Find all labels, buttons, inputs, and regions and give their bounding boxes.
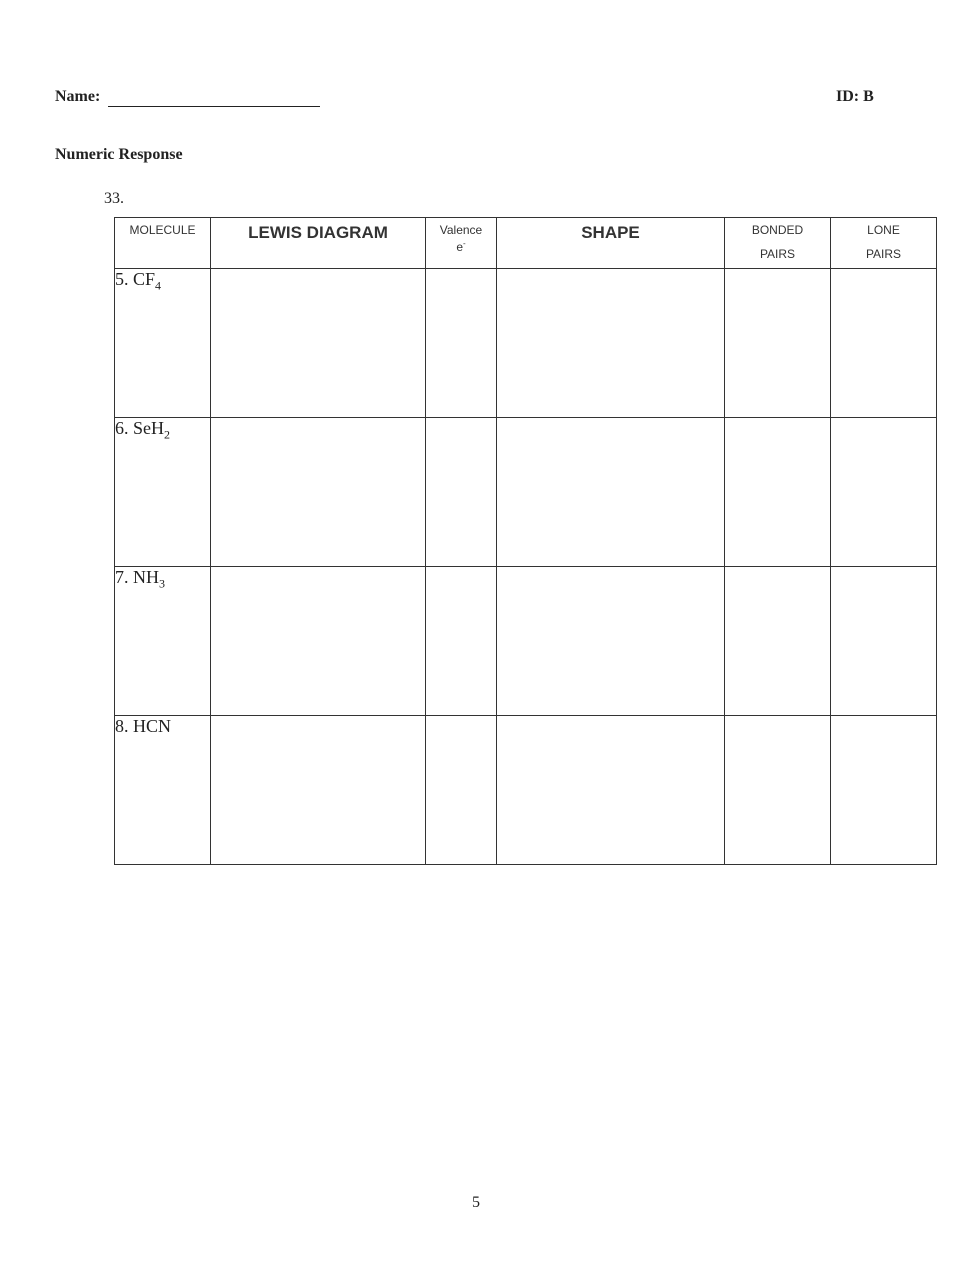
table-row <box>115 567 937 716</box>
lone-pairs-cell[interactable] <box>831 269 937 418</box>
header-valence-charge: - <box>463 239 466 248</box>
header-shape: SHAPE <box>497 218 725 269</box>
lewis-table <box>114 217 937 865</box>
shape-cell[interactable] <box>497 269 725 418</box>
header-valence <box>426 218 497 269</box>
lewis-diagram-cell[interactable] <box>211 567 426 716</box>
lone-pairs-cell[interactable] <box>831 716 937 865</box>
molecule-cell: 6. SeH$_2$ <box>115 418 211 567</box>
page-number: 5 <box>472 1194 480 1211</box>
header-molecule: MOLECULE <box>115 218 211 269</box>
valence-cell[interactable] <box>426 716 497 865</box>
bonded-pairs-cell[interactable] <box>725 269 831 418</box>
shape-cell[interactable] <box>497 567 725 716</box>
lone-pairs-cell[interactable] <box>831 418 937 567</box>
table-row <box>115 418 937 567</box>
shape-cell[interactable] <box>497 716 725 865</box>
table-row <box>115 269 937 418</box>
id-label: ID: B <box>836 88 874 105</box>
valence-cell[interactable] <box>426 269 497 418</box>
lone-pairs-cell[interactable] <box>831 567 937 716</box>
section-title: Numeric Response <box>55 146 183 163</box>
table-header-row <box>115 218 937 269</box>
header-lone-pairs: LONE PAIRS <box>831 218 937 269</box>
header-valence-label: Valence <box>439 223 483 237</box>
header-lewis-diagram: LEWIS DIAGRAM <box>211 218 426 269</box>
bonded-pairs-cell[interactable] <box>725 567 831 716</box>
shape-cell[interactable] <box>497 418 725 567</box>
lewis-diagram-cell[interactable] <box>211 716 426 865</box>
valence-cell[interactable] <box>426 567 497 716</box>
question-number: 33. <box>104 190 124 207</box>
molecule-cell: 5. $CF_4$ <box>115 269 211 418</box>
lewis-diagram-cell[interactable] <box>211 418 426 567</box>
molecule-cell: 7. $NH_3$ <box>115 567 211 716</box>
molecule-cell: 8. HCN <box>115 716 211 865</box>
name-label: Name: <box>55 88 101 105</box>
name-line[interactable] <box>108 106 320 107</box>
valence-cell[interactable] <box>426 418 497 567</box>
header-bonded-pairs: BONDED PAIRS <box>725 218 831 269</box>
bonded-pairs-cell[interactable] <box>725 418 831 567</box>
bonded-pairs-cell[interactable] <box>725 716 831 865</box>
lewis-diagram-cell[interactable] <box>211 269 426 418</box>
header-valence-electron: e <box>456 240 463 254</box>
table-row <box>115 716 937 865</box>
